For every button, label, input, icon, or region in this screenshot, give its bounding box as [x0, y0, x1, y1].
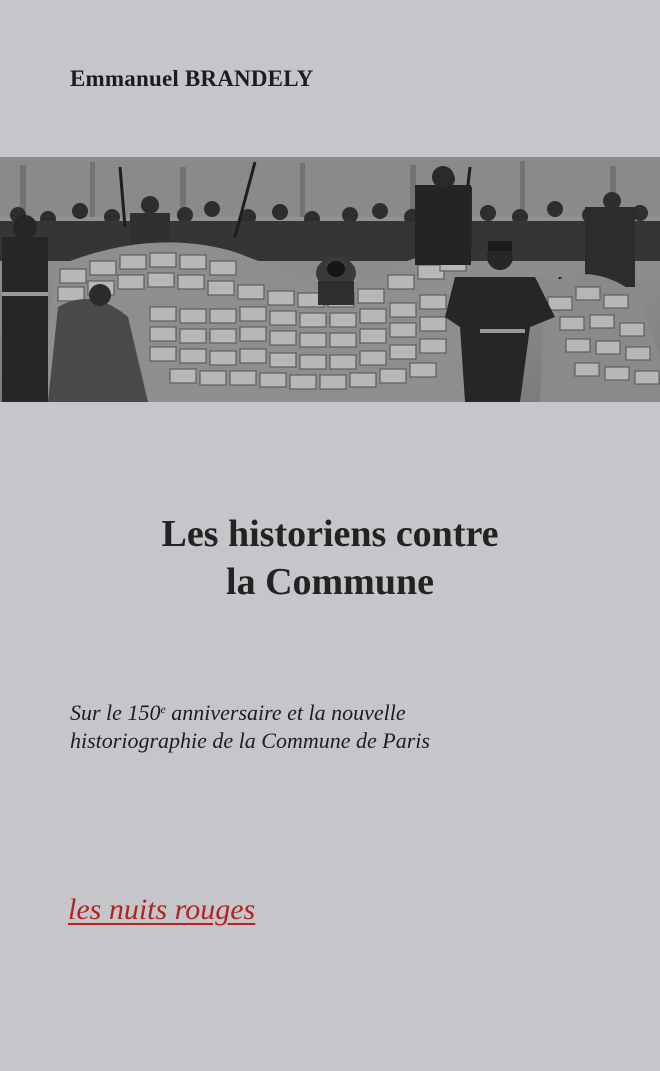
author-name: Emmanuel BRANDELY — [70, 66, 314, 91]
title-line-2: la Commune — [226, 561, 434, 603]
subtitle-line-1-suffix: anniversaire et la nouvelle — [165, 700, 406, 725]
photo-illustration — [0, 157, 660, 402]
barricade-photo-image — [0, 157, 660, 402]
title-line-1: Les historiens contre — [161, 513, 499, 555]
publisher-name: les nuits rouges — [68, 893, 256, 926]
subtitle-line-1 — [70, 695, 630, 727]
subtitle-superscript: e — [160, 702, 166, 716]
subtitle-line-2: historiographie de la Commune de Paris — [70, 728, 430, 753]
book-title — [0, 510, 660, 606]
book-subtitle — [70, 695, 630, 755]
subtitle-line-1-prefix: Sur le 150 — [70, 700, 161, 725]
